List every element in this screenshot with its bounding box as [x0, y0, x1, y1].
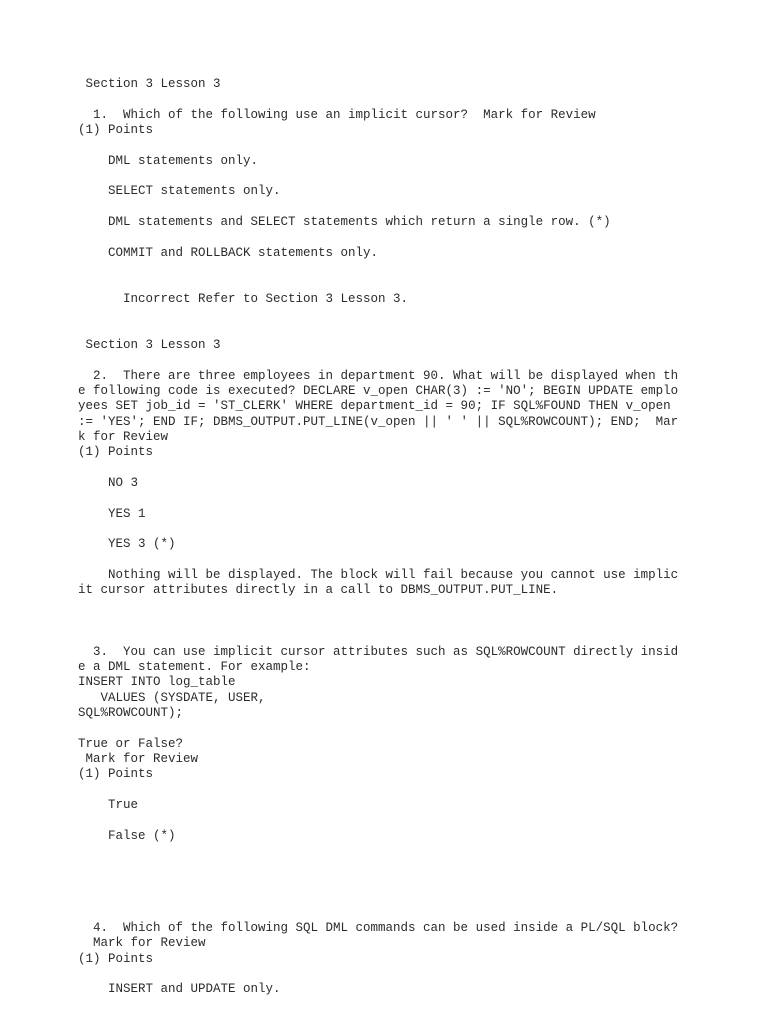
blank-line	[78, 783, 678, 798]
blank-line	[78, 721, 678, 736]
blank-line	[78, 307, 678, 322]
text-line: Mark for Review	[78, 936, 206, 951]
text-line: (1) Points	[78, 445, 154, 460]
text-line: (1) Points	[78, 123, 154, 138]
blank-line	[78, 92, 678, 107]
blank-line	[78, 890, 678, 905]
blank-line	[78, 200, 678, 215]
text-line: SQL%ROWCOUNT);	[78, 706, 184, 721]
blank-line	[78, 230, 678, 245]
text-line: (1) Points	[78, 767, 154, 782]
blank-line	[78, 860, 678, 875]
text-line: True	[78, 798, 139, 813]
text-line: Section 3 Lesson 3	[78, 77, 221, 91]
text-line: YES 1	[78, 506, 146, 521]
blank-line	[78, 614, 678, 629]
text-line: COMMIT and ROLLBACK statements only.	[78, 245, 379, 260]
blank-line	[78, 522, 678, 537]
text-line: INSERT and UPDATE only.	[78, 982, 281, 997]
text-line: DML statements and SELECT statements which return a single row. (*)	[78, 215, 611, 230]
text-line: 3. You can use implicit cursor attributes such as SQL%ROWCOUNT directly insid	[78, 644, 679, 659]
blank-line	[78, 276, 678, 291]
text-line: DML statements only.	[78, 153, 259, 168]
blank-line	[78, 261, 678, 276]
blank-line	[78, 353, 678, 368]
text-line: (1) Points	[78, 951, 154, 966]
blank-line	[78, 491, 678, 506]
blank-line	[78, 844, 678, 859]
blank-line	[78, 629, 678, 644]
document-text	[78, 77, 678, 998]
text-line: := 'YES'; END IF; DBMS_OUTPUT.PUT_LINE(v_open || ' ' || SQL%ROWCOUNT); END; Mar	[78, 414, 679, 429]
blank-line	[78, 967, 678, 982]
blank-line	[78, 461, 678, 476]
text-line: Nothing will be displayed. The block will fail because you cannot use implic	[78, 568, 679, 582]
text-line: 1. Which of the following use an implicit cursor? Mark for Review	[78, 107, 596, 122]
blank-line	[78, 599, 678, 614]
text-line: k for Review	[78, 429, 169, 444]
blank-line	[78, 814, 678, 829]
text-line: 2. There are three employees in department 90. What will be displayed when th	[78, 368, 679, 383]
text-line: SELECT statements only.	[78, 184, 281, 199]
text-line: Section 3 Lesson 3	[78, 337, 221, 352]
blank-line	[78, 169, 678, 184]
text-line: e a DML statement. For example:	[78, 660, 311, 675]
blank-line	[78, 323, 678, 338]
blank-line	[78, 906, 678, 921]
text-line: YES 3 (*)	[78, 537, 176, 552]
text-line: Mark for Review	[78, 752, 199, 767]
text-line: Incorrect Refer to Section 3 Lesson 3.	[78, 291, 409, 306]
text-line: 4. Which of the following SQL DML commands can be used inside a PL/SQL block?	[78, 920, 679, 935]
text-line: NO 3	[78, 475, 139, 490]
text-line: e following code is executed? DECLARE v_open CHAR(3) := 'NO'; BEGIN UPDATE emplo	[78, 383, 679, 398]
blank-line	[78, 875, 678, 890]
text-line: False (*)	[78, 828, 176, 843]
blank-line	[78, 138, 678, 153]
text-line: VALUES (SYSDATE, USER,	[78, 690, 266, 705]
text-line: True or False?	[78, 736, 184, 751]
text-line: yees SET job_id = 'ST_CLERK' WHERE department_id = 90; IF SQL%FOUND THEN v_open	[78, 399, 671, 414]
text-line: INSERT INTO log_table	[78, 675, 236, 690]
blank-line	[78, 553, 678, 568]
text-line: it cursor attributes directly in a call to DBMS_OUTPUT.PUT_LINE.	[78, 583, 559, 598]
